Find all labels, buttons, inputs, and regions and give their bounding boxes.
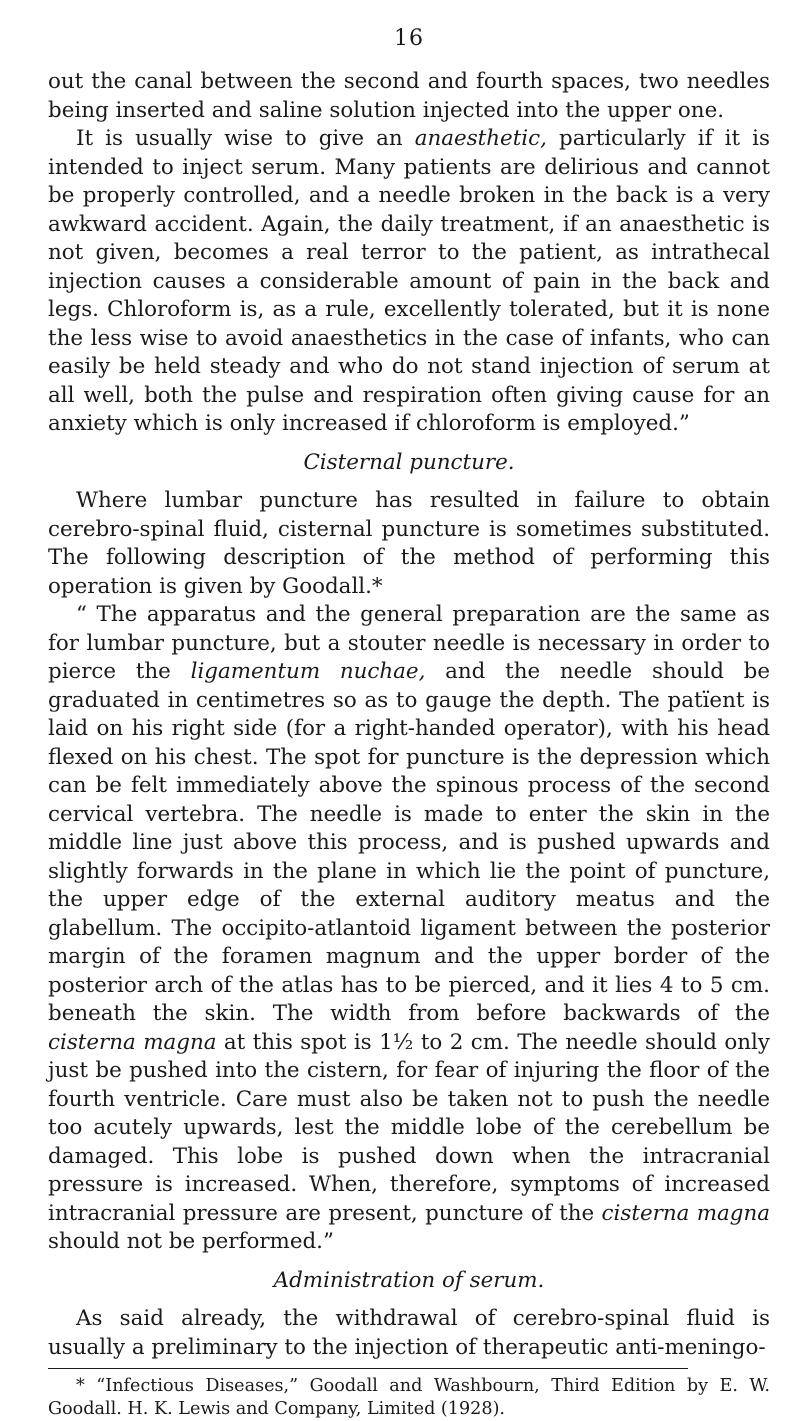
section-heading-cisternal-puncture: Cisternal puncture. [303,449,515,475]
paragraph-anaesthetic [48,125,770,439]
paragraph-administration: As said already, the withdrawal of cerebro-spinal fluid is usually a preliminary to the injection of therapeutic anti-meningo- [48,1306,770,1360]
italic-term-cisterna: cisterna magna [48,1029,217,1055]
paragraph-cisternal-quote [48,601,770,1257]
text-run: “ The apparatus and the general preparation are the same as for lumbar puncture, but a stouter needle is necessary in order to pierce the [48,602,770,684]
paragraph-continuation: out the canal between the second and fourth spaces, two needles being inserted and saline solution injected into the upper one. [48,69,770,123]
italic-term-anaesthetic: anaesthetic, [414,126,547,151]
section-heading-administration: Administration of serum. [273,1267,545,1293]
italic-term-ligamentum: ligamentum nuchae, [190,659,426,684]
footnote-divider [48,1368,688,1369]
footnote-text: * “Infectious Diseases,” Goodall and Washbourn, Third Edition by E. W. Goodall. H. K. Lewis and Company, Limited (1928). [48,1376,770,1419]
document-page [48,26,770,1421]
text-run: should not be performed.” [48,1229,334,1254]
paragraph-cisternal-intro: Where lumbar puncture has resulted in failure to obtain cerebro-spinal fluid, cisternal puncture is sometimes substituted. The following description of the method of performing this operation is given by Goodall.* [48,488,770,599]
text-run: particularly if it is intended to inject serum. Many patients are delirious and cannot be properly controlled, and a needle broken in the back is a very awkward accident. Again, the daily treatment, if an anaesthetic is not given, becomes a real terror to the patient, as intrathecal injection causes a considerable amount of pain in the back and legs. Chloroform is, as a rule, excellently tolerated, but it is none the less wise to avoid anaesthetics in the case of infants, who can easily be held steady and who do not stand injection of serum at all well, both the pulse and respiration often giving cause for an anxiety which is only increased if chloroform is employed.” [48,126,770,436]
text-run: and the needle should be graduated in centimetres so as to gauge the depth. The patı̈ent is laid on his right side (for a right-handed operator), with his head flexed on his chest. The spot for puncture is the depression which can be felt immediately above the spinous process of the second cervical vertebra. The needle is made to enter the skin in the middle line just above this process, and is pushed upwards and slightly forwards in the plane in which lie the point of puncture, the upper edge of the external auditory meatus and the glabellum. The occipito-atlantoid ligament between the posterior margin of the foramen magnum and the upper border of the posterior arch of the atlas has to be pierced, and it lies 4 to 5 cm. beneath the skin. The width from before backwards of the [48,659,770,1026]
text-run: It is usually wise to give an [76,126,415,151]
page-number: 16 [394,26,424,51]
italic-term-cisterna: cisterna magna [601,1200,770,1226]
footnote [48,1375,770,1421]
text-run: at this spot is 1½ to 2 cm. The needle should only just be pushed into the cistern, for fear of injuring the floor of the fourth ventricle. Care must also be taken not to push the needle too acutely upwards, lest the middle lobe of the cerebellum be damaged. This lobe is pushed down when the intracranial pressure is increased. When, therefore, symptoms of increased intracranial pressure are present, puncture of the [48,1029,770,1226]
